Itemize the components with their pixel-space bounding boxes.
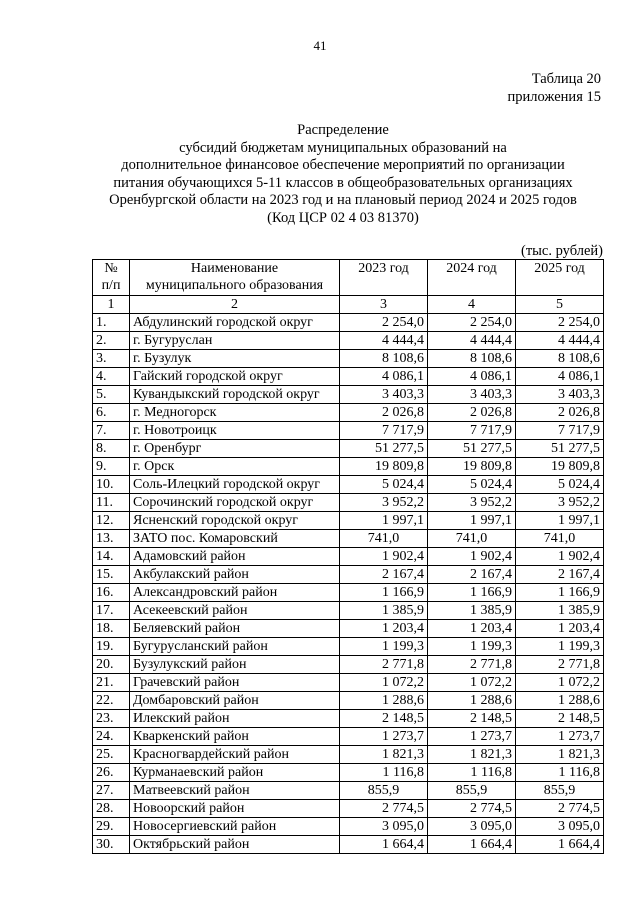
value-2023: 1 166,9 (340, 584, 428, 602)
municipality-name: Новосергиевский район (130, 818, 340, 836)
value-2025: 3 403,3 (516, 386, 604, 404)
municipality-name: Александровский район (130, 584, 340, 602)
value-2024: 1 203,4 (428, 620, 516, 638)
value-2023: 1 997,1 (340, 512, 428, 530)
table-row (93, 782, 604, 800)
value-2023: 2 771,8 (340, 656, 428, 674)
heading-line: (Код ЦСР 02 4 03 81370) (267, 209, 419, 226)
value-2023: 1 116,8 (340, 764, 428, 782)
value-2025: 4 086,1 (516, 368, 604, 386)
value-2025: 1 116,8 (516, 764, 604, 782)
value-2024: 1 664,4 (428, 836, 516, 854)
value-2023: 2 026,8 (340, 404, 428, 422)
value-2024: 2 771,8 (428, 656, 516, 674)
municipality-name: г. Орск (130, 458, 340, 476)
municipality-name: Курманаевский район (130, 764, 340, 782)
value-2023: 1 821,3 (340, 746, 428, 764)
table-row (93, 566, 604, 584)
row-number: 7. (93, 422, 130, 440)
value-2025: 2 254,0 (516, 314, 604, 332)
value-2023: 2 167,4 (340, 566, 428, 584)
value-2023: 3 952,2 (340, 494, 428, 512)
value-2023: 1 072,2 (340, 674, 428, 692)
value-2025: 3 095,0 (516, 818, 604, 836)
table-reference (508, 70, 601, 106)
value-2023: 8 108,6 (340, 350, 428, 368)
header-name-line-2: муниципального образования (145, 278, 324, 293)
value-2025: 3 952,2 (516, 494, 604, 512)
value-2025: 1 997,1 (516, 512, 604, 530)
table-row (93, 674, 604, 692)
municipality-name: Акбулакский район (130, 566, 340, 584)
value-2023: 2 774,5 (340, 800, 428, 818)
municipality-name: Илекский район (130, 710, 340, 728)
value-2025: 2 167,4 (516, 566, 604, 584)
row-number: 14. (93, 548, 130, 566)
value-2024: 1 997,1 (428, 512, 516, 530)
value-2024: 2 026,8 (428, 404, 516, 422)
value-2024: 741,0 (428, 530, 516, 548)
municipality-name: Бузулукский район (130, 656, 340, 674)
row-number: 30. (93, 836, 130, 854)
municipality-name: Кваркенский район (130, 728, 340, 746)
row-number: 28. (93, 800, 130, 818)
municipality-name: Грачевский район (130, 674, 340, 692)
row-number: 11. (93, 494, 130, 512)
header-2023: 2023 год (340, 260, 428, 296)
table-row (93, 548, 604, 566)
table-row (93, 728, 604, 746)
value-2024: 19 809,8 (428, 458, 516, 476)
value-2024: 1 116,8 (428, 764, 516, 782)
value-2023: 19 809,8 (340, 458, 428, 476)
header-name-line-1: Наименование (190, 261, 279, 276)
row-number: 21. (93, 674, 130, 692)
table-body (93, 314, 604, 854)
municipality-name: Ясненский городской округ (130, 512, 340, 530)
column-index: 4 (428, 296, 516, 314)
value-2023: 741,0 (340, 530, 428, 548)
row-number: 15. (93, 566, 130, 584)
document-heading (60, 122, 626, 227)
row-number: 5. (93, 386, 130, 404)
table-row (93, 530, 604, 548)
municipality-name: Октябрьский район (130, 836, 340, 854)
table-row (93, 818, 604, 836)
value-2023: 4 444,4 (340, 332, 428, 350)
row-number: 1. (93, 314, 130, 332)
municipality-name: Абдулинский городской округ (130, 314, 340, 332)
value-2023: 3 095,0 (340, 818, 428, 836)
value-2023: 1 902,4 (340, 548, 428, 566)
heading-line: дополнительное финансовое обеспечение мероприятий по организации (121, 157, 565, 173)
row-number: 10. (93, 476, 130, 494)
value-2025: 2 026,8 (516, 404, 604, 422)
header-num-line-2: п/п (101, 278, 121, 293)
header-row (93, 260, 604, 296)
table-row (93, 350, 604, 368)
subsidy-table (92, 259, 604, 854)
value-2024: 1 072,2 (428, 674, 516, 692)
municipality-name: г. Новотроицк (130, 422, 340, 440)
value-2025: 1 288,6 (516, 692, 604, 710)
value-2025: 7 717,9 (516, 422, 604, 440)
municipality-name: Асекеевский район (130, 602, 340, 620)
value-2025: 1 273,7 (516, 728, 604, 746)
column-index: 1 (93, 296, 130, 314)
municipality-name: Сорочинский городской округ (130, 494, 340, 512)
value-2023: 1 385,9 (340, 602, 428, 620)
value-2024: 3 403,3 (428, 386, 516, 404)
value-2025: 1 199,3 (516, 638, 604, 656)
value-2025: 1 072,2 (516, 674, 604, 692)
row-number: 6. (93, 404, 130, 422)
value-2024: 1 199,3 (428, 638, 516, 656)
header-num-line-1: № (104, 261, 118, 276)
row-number: 20. (93, 656, 130, 674)
heading-line: Оренбургской области на 2023 год и на плановый период 2024 и 2025 годов (109, 192, 577, 208)
value-2024: 7 717,9 (428, 422, 516, 440)
value-2023: 7 717,9 (340, 422, 428, 440)
municipality-name: Красногвардейский район (130, 746, 340, 764)
table-row (93, 692, 604, 710)
value-2024: 8 108,6 (428, 350, 516, 368)
value-2024: 5 024,4 (428, 476, 516, 494)
row-number: 8. (93, 440, 130, 458)
municipality-name: г. Бузулук (130, 350, 340, 368)
table-row (93, 764, 604, 782)
value-2024: 855,9 (428, 782, 516, 800)
row-number: 16. (93, 584, 130, 602)
value-2023: 4 086,1 (340, 368, 428, 386)
municipality-name: Беляевский район (130, 620, 340, 638)
row-number: 26. (93, 764, 130, 782)
table-row (93, 602, 604, 620)
value-2024: 1 385,9 (428, 602, 516, 620)
column-index-row (93, 296, 604, 314)
municipality-name: ЗАТО пос. Комаровский (130, 530, 340, 548)
value-2025: 1 166,9 (516, 584, 604, 602)
column-index: 3 (340, 296, 428, 314)
table-reference-line-2: приложения 15 (507, 89, 601, 105)
value-2024: 51 277,5 (428, 440, 516, 458)
header-2025: 2025 год (516, 260, 604, 296)
municipality-name: г. Бугуруслан (130, 332, 340, 350)
value-2025: 2 771,8 (516, 656, 604, 674)
table-row (93, 422, 604, 440)
value-2024: 2 148,5 (428, 710, 516, 728)
value-2024: 1 166,9 (428, 584, 516, 602)
row-number: 25. (93, 746, 130, 764)
value-2025: 1 664,4 (516, 836, 604, 854)
column-index: 5 (516, 296, 604, 314)
municipality-name: г. Оренбург (130, 440, 340, 458)
value-2025: 51 277,5 (516, 440, 604, 458)
row-number: 17. (93, 602, 130, 620)
value-2024: 2 254,0 (428, 314, 516, 332)
table-row (93, 314, 604, 332)
table-row (93, 656, 604, 674)
value-2023: 1 199,3 (340, 638, 428, 656)
value-2023: 5 024,4 (340, 476, 428, 494)
value-2025: 741,0 (516, 530, 604, 548)
value-2024: 3 952,2 (428, 494, 516, 512)
value-2024: 2 167,4 (428, 566, 516, 584)
municipality-name: Гайский городской округ (130, 368, 340, 386)
row-number: 22. (93, 692, 130, 710)
value-2023: 2 254,0 (340, 314, 428, 332)
table-row (93, 710, 604, 728)
table-row (93, 620, 604, 638)
header-2024: 2024 год (428, 260, 516, 296)
value-2023: 3 403,3 (340, 386, 428, 404)
row-number: 19. (93, 638, 130, 656)
table-row (93, 368, 604, 386)
heading-line: субсидий бюджетам муниципальных образований на (179, 139, 507, 156)
row-number: 9. (93, 458, 130, 476)
municipality-name: Матвеевский район (130, 782, 340, 800)
header-name (130, 260, 340, 296)
table-row (93, 584, 604, 602)
municipality-name: Новоорский район (130, 800, 340, 818)
page-number: 41 (313, 38, 327, 53)
value-2025: 19 809,8 (516, 458, 604, 476)
value-2023: 1 288,6 (340, 692, 428, 710)
table-row (93, 836, 604, 854)
value-2023: 1 203,4 (340, 620, 428, 638)
value-2025: 4 444,4 (516, 332, 604, 350)
municipality-name: Бугурусланский район (130, 638, 340, 656)
value-2024: 1 273,7 (428, 728, 516, 746)
value-2024: 1 821,3 (428, 746, 516, 764)
value-2025: 5 024,4 (516, 476, 604, 494)
table-row (93, 494, 604, 512)
column-index: 2 (130, 296, 340, 314)
row-number: 13. (93, 530, 130, 548)
row-number: 3. (93, 350, 130, 368)
value-2023: 1 273,7 (340, 728, 428, 746)
value-2024: 1 902,4 (428, 548, 516, 566)
value-2023: 855,9 (340, 782, 428, 800)
heading-line: Распределение (297, 122, 389, 138)
value-2024: 4 086,1 (428, 368, 516, 386)
header-num (93, 260, 130, 296)
value-2025: 1 821,3 (516, 746, 604, 764)
municipality-name: г. Медногорск (130, 404, 340, 422)
value-2025: 1 902,4 (516, 548, 604, 566)
value-2024: 2 774,5 (428, 800, 516, 818)
municipality-name: Домбаровский район (130, 692, 340, 710)
table-row (93, 404, 604, 422)
municipality-name: Кувандыкский городской округ (130, 386, 340, 404)
row-number: 2. (93, 332, 130, 350)
table-row (93, 638, 604, 656)
value-2023: 2 148,5 (340, 710, 428, 728)
table-row (93, 458, 604, 476)
value-2024: 3 095,0 (428, 818, 516, 836)
value-2025: 1 385,9 (516, 602, 604, 620)
table-row (93, 386, 604, 404)
table-row (93, 800, 604, 818)
value-2025: 2 774,5 (516, 800, 604, 818)
row-number: 24. (93, 728, 130, 746)
table-row (93, 746, 604, 764)
value-2025: 8 108,6 (516, 350, 604, 368)
value-2023: 51 277,5 (340, 440, 428, 458)
heading-line: питания обучающихся 5-11 классов в общеобразовательных организациях (113, 174, 573, 191)
row-number: 18. (93, 620, 130, 638)
value-2024: 1 288,6 (428, 692, 516, 710)
row-number: 29. (93, 818, 130, 836)
row-number: 4. (93, 368, 130, 386)
value-2024: 4 444,4 (428, 332, 516, 350)
table-row (93, 332, 604, 350)
row-number: 27. (93, 782, 130, 800)
row-number: 12. (93, 512, 130, 530)
table-row (93, 476, 604, 494)
municipality-name: Адамовский район (130, 548, 340, 566)
value-2023: 1 664,4 (340, 836, 428, 854)
value-2025: 2 148,5 (516, 710, 604, 728)
row-number: 23. (93, 710, 130, 728)
value-2025: 855,9 (516, 782, 604, 800)
value-2025: 1 203,4 (516, 620, 604, 638)
table-row (93, 440, 604, 458)
table-row (93, 512, 604, 530)
units-label: (тыс. рублей) (521, 243, 603, 259)
municipality-name: Соль-Илецкий городской округ (130, 476, 340, 494)
table-reference-line-1: Таблица 20 (531, 71, 601, 87)
